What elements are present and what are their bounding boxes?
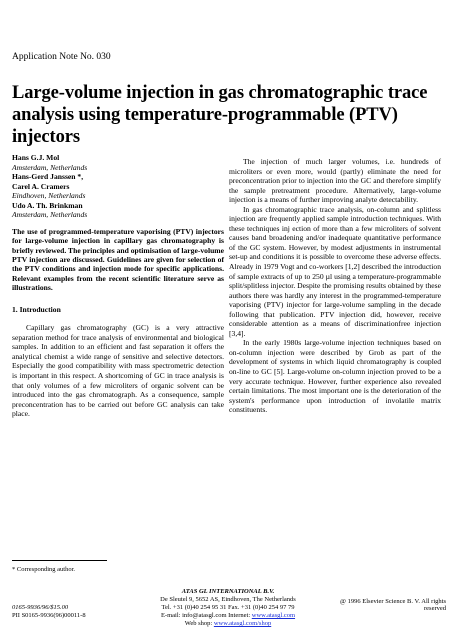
webshop-label: Web shop: xyxy=(184,620,213,627)
author-name: Hans G.J. Mol xyxy=(12,153,60,162)
left-column xyxy=(12,153,224,419)
section-heading: 1. Introduction xyxy=(12,304,61,314)
author-name: Hans-Gerd Janssen *, xyxy=(12,172,84,182)
article-title: Large-volume injection in gas chromatographic trace analysis using temperature-programmable (PTV) injectors xyxy=(12,83,428,147)
pii-code: PII S0165-9936(96)00011-8 xyxy=(12,612,86,619)
company-phone-fax: Tel. +31 (0)40 254 95 31 Fax. +31 (0)40 254 97 79 xyxy=(161,604,295,611)
author-affiliation: Amsterdam, Netherlands xyxy=(12,162,88,172)
company-email-line xyxy=(140,612,316,620)
footnote-divider xyxy=(12,560,107,561)
company-contact-block xyxy=(140,588,316,628)
body-paragraph: The injection of much larger volumes, i.e. hundreds of microliters or even more, would (partly) eliminate the need for preconcentration prior to injection into the GC and therefore simplify the sample pretreatment procedure. Alternatively, large-volume injection is a means of further improving analyte detectability. xyxy=(229,157,441,205)
email-text: E-mail: info@atasgl.com Internet: xyxy=(160,612,251,619)
application-note-number: Application Note No. 030 xyxy=(12,52,111,62)
author-list xyxy=(12,153,224,220)
document-identifiers xyxy=(12,604,86,620)
author-name: Udo A. Th. Brinkman xyxy=(12,200,83,210)
body-paragraph: Capillary gas chromatography (GC) is a very attractive separation method for trace analysis of environmental and biological samples. In addition to an efficient and fast separation it offers the analytical chemist a wide range of sensitive and selective detectors. Especially the good compatibility with mass spectrometric detection is important in this respect. A shortcoming of GC in trace analysis is that only volumes of a few microliters of organic solvent can be introduced into the gas chromatograph. As a consequence, sample preconcentration has to be carried out before GC analysis can take place. xyxy=(12,323,224,419)
company-webshop-line xyxy=(140,620,316,628)
body-paragraph: In the early 1980s large-volume injection techniques based on on-column injection were described by Grob as part of the development of systems in which liquid chromatography is coupled on-line to GC [5]. Large-volume on-column injection proved to be a very accurate technique. However, further experience also revealed certain limitations. The most important one is the deterioration of the system's performance upon introduction of involatile matrix constituents. xyxy=(229,338,441,415)
body-paragraph: In gas chromatographic trace analysis, on-column and splitless injection are frequently applied sample introduction techniques. With these techniques inj ection of more than a few microliters of solvent causes band broadening and/or inadequate quantitative performance of the GC system. However, by modest adjustments in instrumental set-up and conditions it is possible to overcome these adverse effects. Already in 1979 Vogt and co-workers [1,2] described the introduction of sample extracts of up to 250 µl using a temperature-programmable split/splitless injector. Despite the promising results obtained by these authors there was hardly any interest in the programmed-temperature vaporising (PTV) injector for large-volume sampling in the decade following that publication. PTV injection did, however, receive considerable attention as a means of discriminationfree injection [3,4]. xyxy=(229,204,441,338)
author-affiliation: Amsterdam, Netherlands xyxy=(12,210,88,220)
abstract: The use of programmed-temperature vaporising (PTV) injectors for large-volume injection in capillary gas chromatography is briefly reviewed. The principles and optimisation of large-volume PTV injection are discussed. Guidelines are given for selection of the PTV conditions and injection mode for specific applications. Relevant examples from the recent scientific literature serve as illustrations. xyxy=(12,226,224,293)
company-address: De Sleutel 9, 5652 AS, Eindhoven, The Netherlands xyxy=(160,596,296,603)
internet-link[interactable]: www.atasgl.com xyxy=(251,612,296,619)
issn-code: 0165-9936/96/$15.00 xyxy=(12,604,69,611)
copyright-notice: @ 1996 Elsevier Science B. V. All rights reserved xyxy=(340,598,446,612)
right-column xyxy=(229,157,441,415)
author-name: Carel A. Cramers xyxy=(12,181,70,191)
footnote: * Corresponding author. xyxy=(12,566,76,573)
webshop-link[interactable]: www.atasgl.com/shop xyxy=(213,620,272,627)
author-affiliation: Eindhoven, Netherlands xyxy=(12,191,86,201)
company-name: ATAS GL INTERNATIONAL B.V. xyxy=(181,588,275,595)
